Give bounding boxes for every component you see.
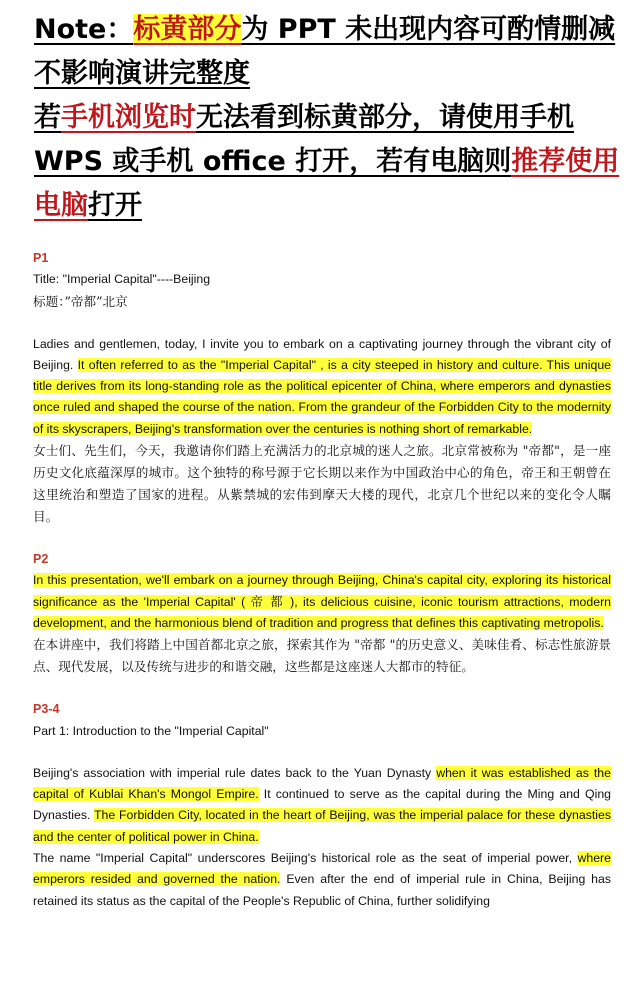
- text-highlighted: It often referred to as the "Imperial Capital" , is a city steeped in history and culture. This unique title derives from its long-standing role as the political epicenter of China, where emperors and dynasties once ruled and shaped the course of the nation. From the grandeur of the Forbidden City to the modernity of its skyscrapers, Beijing's transformation over the centuries is nothing short of remarkable.: [33, 357, 611, 436]
- note-highlight-term: 标黄部分: [133, 14, 242, 45]
- paragraph-p1-zh: 女士们、先生们，今天，我邀请你们踏上充满活力的北京城的迷人之旅。北京常被称为 "帝都"，是一座历史文化底蕴深厚的城市。这个独特的称号源于它长期以来作为中国政治中心的角色，帝王和王朝曾在这里统治和塑造了国家的进程。从紫禁城的宏伟到摩天大楼的现代，北京几个世纪以来的变化令人瞩目。: [33, 443, 611, 525]
- note-text-4: 打开: [88, 190, 142, 221]
- text-highlighted: when it was established as the capital of Kublai Khan's Mongol Empire.: [33, 765, 611, 802]
- note-text-3: 无法看到标黄部分，请使用手机 WPS 或手机 office 打开，若有电脑则: [34, 102, 574, 177]
- text-highlighted: The Forbidden City, located in the heart of Beijing, was the imperial palace for these dynasties and the center of political power in China.: [33, 808, 611, 844]
- note-label: Note：: [34, 14, 134, 45]
- page-label-p1: P1: [33, 251, 49, 265]
- text-plain: The name "Imperial Capital" underscores Beijing's historical role as the seat of imperial power,: [33, 851, 578, 866]
- note-text-2: 若: [34, 102, 61, 133]
- text-plain: Ladies and gentlemen, today, I invite you to embark on a captivating journey through the vibrant city of Beijing.: [33, 336, 611, 372]
- title-zh: 标题：”帝都”北京: [33, 293, 128, 309]
- text-plain: Even after the end of imperial rule in China, Beijing has retained its status as the capital of the People's Republic of China, further solidifying: [33, 872, 611, 908]
- paragraph-p34-a: [33, 763, 611, 848]
- paragraph-p1-en: [33, 334, 611, 440]
- text-plain: Beijing's association with imperial rule dates back to the Yuan Dynasty: [33, 765, 437, 780]
- note-recommend-term: 推荐使用电脑: [34, 146, 620, 221]
- title-en: Title: "Imperial Capital"----Beijing: [33, 272, 211, 287]
- page-label-p34: P3-4: [33, 702, 60, 717]
- paragraph-p2-en: [33, 570, 611, 634]
- paragraph-p2-zh: 在本讲座中，我们将踏上中国首都北京之旅，探索其作为 "帝都 "的历史意义、美味佳肴、标志性旅游景点、现代发展，以及传统与进步的和谐交融，这些都是这座迷人大都市的特征。: [33, 637, 611, 675]
- note-text-1: 为 PPT 未出现内容可酌情删减不影响演讲完整度: [34, 14, 616, 89]
- page-label-p2: P2: [33, 552, 49, 567]
- text-highlighted: In this presentation, we'll embark on a journey through Beijing, China's capital city, exploring its historical significance as the 'Imperial Capital' ( 帝 都 ), its delicious cuisine, iconic tourism attractions, modern development, and the harmonious blend of tradition and progress that defines this captivating metropolis.: [33, 573, 611, 630]
- document-body: [33, 248, 611, 912]
- paragraph-p34-b: [33, 848, 611, 912]
- part-heading: Part 1: Introduction to the "Imperial Capital": [33, 723, 269, 738]
- note-mobile-term: 手机浏览时: [61, 102, 196, 133]
- instruction-note: [34, 8, 624, 228]
- text-plain: It continued to serve as the capital during the Ming and Qing Dynasties.: [33, 787, 611, 823]
- text-highlighted: where emperors resided and governed the nation.: [33, 851, 611, 887]
